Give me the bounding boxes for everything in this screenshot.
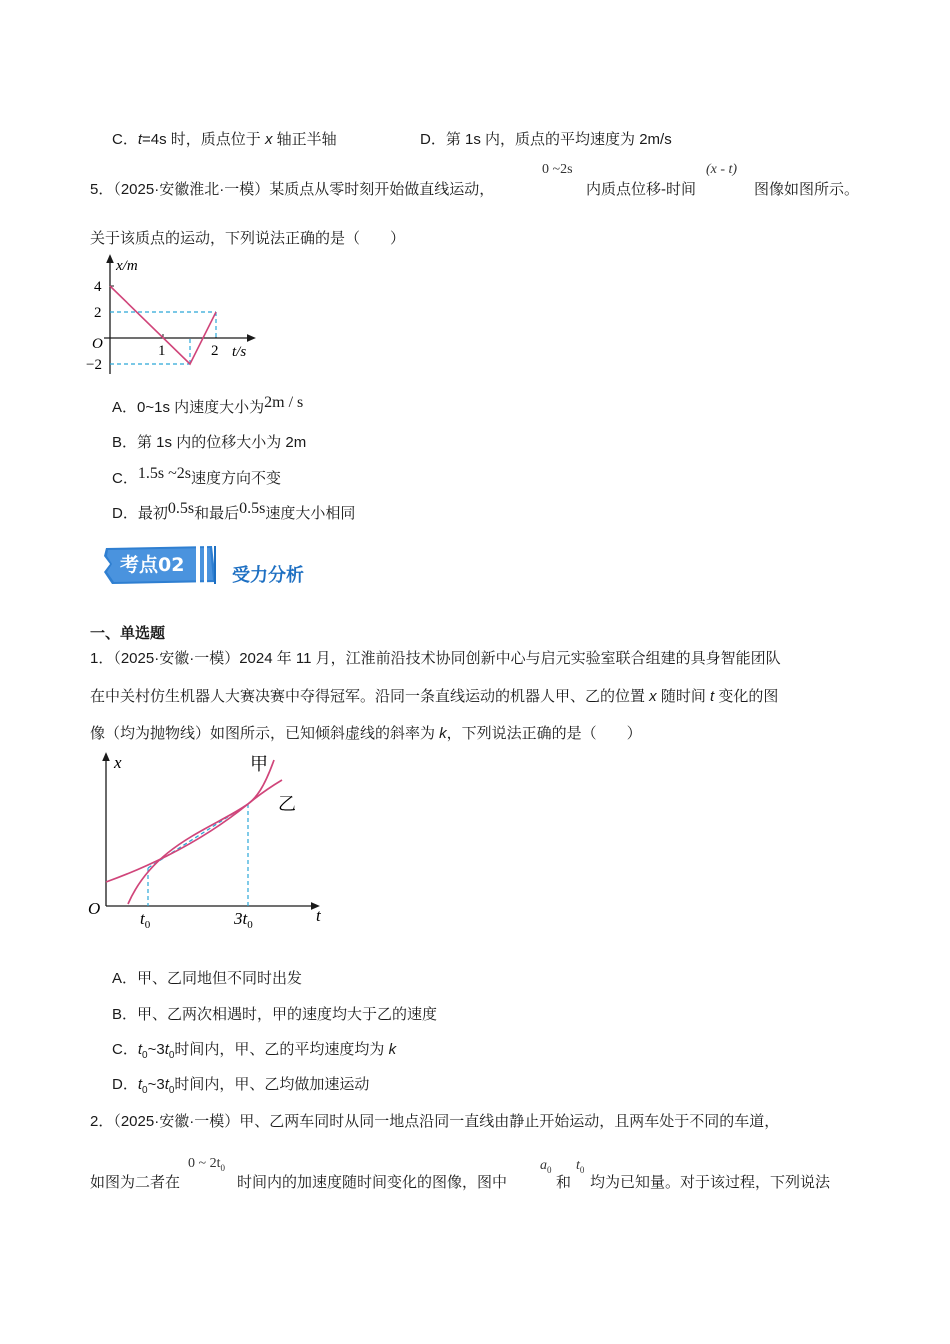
q2-line2-d: 均为已知量。对于该过程，下列说法 — [590, 1174, 831, 1191]
y-tick-4: 4 — [94, 279, 102, 295]
q5-option-b: B．第 1s 内的位移大小为 2m — [112, 434, 307, 451]
tick-3t0: $3t_0$ — [234, 909, 253, 931]
q5-math-range: 0 ~2s — [542, 162, 573, 177]
q5-option-d: D．最初0.5s和最后0.5s速度大小相同 — [112, 500, 356, 522]
x-tick-2: 2 — [211, 343, 219, 359]
q2-line1: 2．（2025·安徽·一模）甲、乙两车同时从同一地点沿同一直线由静止开始运动，且两车处于不同的车道， — [90, 1113, 780, 1130]
q2-math-range: 0 ~ $2t_0$ — [188, 1156, 225, 1173]
q5-stem-mid: 内质点位移-时间 — [586, 181, 696, 198]
q2-line2-c: 和 — [556, 1174, 572, 1191]
origin-label: O — [92, 336, 103, 352]
q1-option-d: D．$t_0\sim 3t_0$时间内，甲、乙均做加速运动 — [112, 1076, 370, 1096]
q1-line1: 1．（2025·安徽·一模）2024 年 11 月，江淮前沿技术协同创新中心与启元实验室联合组建的具身智能团队 — [90, 650, 781, 667]
q5-option-a: A．0~1s 内速度大小为2m / s — [112, 394, 304, 416]
q4-option-c: C．t=4s 时，质点位于 x 轴正半轴 — [112, 131, 337, 148]
origin-label: O — [88, 899, 101, 918]
part-heading: 一、单选题 — [90, 625, 166, 642]
q5-stem-end: 图像如图所示。 — [754, 181, 860, 198]
q2-line2-a: 如图为二者在 — [90, 1174, 181, 1191]
q2-line2-b: 时间内的加速度随时间变化的图像，图中 — [237, 1174, 508, 1191]
q5-stem-line2: 关于该质点的运动，下列说法正确的是（ ） — [90, 230, 406, 247]
q1-option-b: B．甲、乙两次相遇时，甲的速度均大于乙的速度 — [112, 1006, 438, 1023]
section-tag-text: 考点02 — [120, 554, 185, 576]
x-tick-1: 1 — [158, 343, 166, 359]
x-axis-label: t/s — [232, 344, 247, 360]
y-axis-label: x/m — [116, 258, 138, 274]
curve-yi-path — [106, 780, 282, 882]
section-title: 受力分析 — [232, 565, 304, 585]
q1-line2: 在中关村仿生机器人大赛决赛中夺得冠军。沿同一条直线运动的机器人甲、乙的位置 x 随时间 t 变化的图 — [90, 688, 779, 705]
tick-t0: $t_0$ — [140, 909, 151, 931]
q2-math-a0: $a_0$ — [540, 1158, 552, 1175]
q1-xt-graph — [84, 748, 334, 934]
q1-line3: 像（均为抛物线）如图所示，已知倾斜虚线的斜率为 k，下列说法正确的是（ ） — [90, 725, 642, 742]
section-tag-badge — [102, 542, 222, 588]
curve-jia-path — [128, 760, 274, 904]
q5-option-c: C．1.5s ~2s速度方向不变 — [112, 465, 281, 487]
q5-math-xt: (x - t) — [706, 162, 738, 177]
label-yi: 乙 — [278, 794, 296, 815]
label-jia: 甲 — [250, 754, 268, 775]
q2-math-t0: $t_0$ — [576, 1158, 585, 1175]
y-tick-neg2: −2 — [86, 357, 102, 373]
q5-xt-graph — [84, 252, 274, 382]
x-axis-label: t — [316, 906, 321, 925]
q4-option-d: D．第 1s 内，质点的平均速度为 2m/s — [420, 131, 672, 148]
q5-stem-line1: 5．（2025·安徽淮北·一模）某质点从零时刻开始做直线运动， — [90, 181, 495, 198]
y-axis-label: x — [114, 753, 122, 772]
q1-option-c: C．$t_0\sim 3t_0$时间内，甲、乙的平均速度均为 k — [112, 1041, 397, 1061]
y-tick-2: 2 — [94, 305, 102, 321]
q1-option-a: A．甲、乙同地但不同时出发 — [112, 970, 303, 987]
